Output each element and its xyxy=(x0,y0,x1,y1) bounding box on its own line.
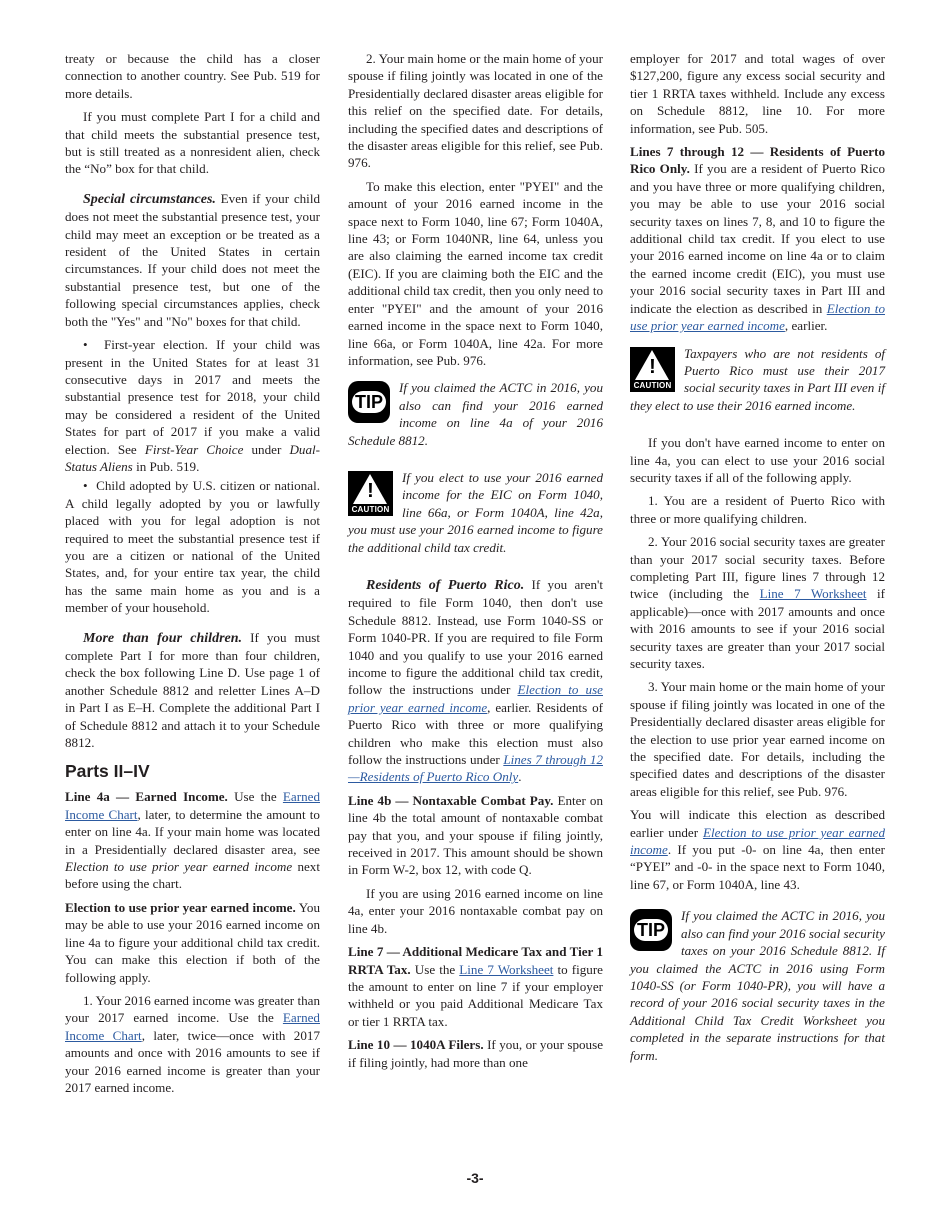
puerto-rico-paragraph: Residents of Puerto Rico. If you aren't required to file Form 1040, then don't use Schedule 8812. Instead, use Form 1040-SS or Form 1040-PR. If you are required to file Form 1040 and you qualify to use your 2016 earned income to figure the additional child tax credit, follow the instructions under Election to use prior year earned income, earlier. Residents of Puerto Rico with three or more qualifying children who make this election must also follow the instructions under Lines 7 through 12—Residents of Puerto Rico Only. xyxy=(348,576,603,785)
paragraph: You will indicate this election as described earlier under Election to use prior year earned income. If you put -0- on line 4a, then enter “PYEI” and -0- in the space next to Form 1040, line 67, or Form 1040A, line 43. xyxy=(630,807,885,892)
line-7-paragraph: Line 7 — Additional Medicare Tax and Tier 1 RRTA Tax. Use the Line 7 Worksheet to figure the amount to enter on line 7 if your employer withheld or you paid Additional Medicare Tax or tier 1 RRTA tax. xyxy=(348,944,603,1029)
bullet-child-adopted: • Child adopted by U.S. citizen or national. A child legally adopted by you or lawfully placed with you for legal adoption is not required to meet the substantial presence test if you are a citizen or national of the United States, and, for your entire tax year, the child has the same main home as you and is a member of your household. xyxy=(65,478,320,616)
tip-icon: TIP xyxy=(348,381,390,423)
more-than-four-paragraph: More than four children. If you must complete Part I for more than four children, check the box following Line D. Use page 1 of another Schedule 8812 and reletter Lines A–D in Part I as E–H. Complete the additional Part I of Schedule 8812 and attach it to your Schedule 8812. xyxy=(65,629,320,751)
special-circumstances-title: Special circumstances. xyxy=(83,191,216,207)
election-title: Election to use prior year earned income. xyxy=(65,899,296,915)
election-paragraph: Election to use prior year earned income. You may be able to use your 2016 earned income on line 4a to figure your additional child tax credit. You can make this election if both of the following apply. xyxy=(65,899,320,985)
list-item: 2. Your main home or the main home of your spouse if filing jointly was located in one of the Presidentially declared disaster areas eligible for this relief on the specified date. For details, including the specified dates and descriptions of the disaster areas eligible for this relief, see Pub. 976. xyxy=(348,51,603,171)
line-4a-paragraph: Line 4a — Earned Income. Use the Earned Income Chart, later, to determine the amount to enter on line 4a. If your main home was located in a Presidentially declared disaster area, see Election to use prior year earned income next before using the chart. xyxy=(65,789,320,892)
line-4b-paragraph: Line 4b — Nontaxable Combat Pay. Enter on line 4b the total amount of nontaxable combat pay that you, and your spouse if filing jointly, received in 2017. This amount should be shown in Form W-2, box 12, with code Q. xyxy=(348,792,603,878)
column-2 xyxy=(348,50,603,1077)
earned-income-chart-link[interactable]: Earned Income Chart xyxy=(65,789,320,822)
paragraph: If you must complete Part I for a child and that child meets the substantial presence test, but is still treated as a nonresident alien, check the “No” box for that child. xyxy=(65,109,320,177)
election-prior-year-link[interactable]: Election to use prior year earned income xyxy=(630,300,885,334)
list-item: 1. Your 2016 earned income was greater than your 2017 earned income. Use the Earned Income Chart, later, twice—once with 2017 amounts and once with 2016 amounts to see if your 2016 earned income is greater than your 2017 earned income. xyxy=(65,992,320,1095)
puerto-rico-title: Residents of Puerto Rico. xyxy=(366,577,525,593)
list-item: 3. Your main home or the main home of your spouse if filing jointly was located in one of the Presidentially declared disaster areas eligible for the election to use prior year earned income on the specified date. For details, including the specified dates and descriptions of the disaster areas eligible for this relief, see Pub. 976. xyxy=(630,679,885,799)
column-3 xyxy=(630,50,885,1084)
special-circumstances-paragraph: Special circumstances. Even if your child does not meet the substantial presence test, your child may meet an exception or be treated as a resident of the United States in certain circumstances. If your child does not meet the substantial presence test, but one of the following special circumstances applies, check both the "Yes" and "No" boxes for that child. xyxy=(65,190,321,329)
tip-note: TIP If you claimed the ACTC in 2016, you also can find your 2016 earned income on line 4a of your 2016 Schedule 8812. xyxy=(348,380,603,448)
section-heading: Parts II–IV xyxy=(65,761,150,782)
line-7-worksheet-link[interactable]: Line 7 Worksheet xyxy=(459,961,554,977)
paragraph: If you don't have earned income to enter on line 4a, you can elect to use your 2016 social security taxes if all of the following apply. xyxy=(630,435,885,485)
paragraph: treaty or because the child has a closer connection to another country. See Pub. 519 for more details. xyxy=(65,51,320,101)
line-7-title: Line 7 — Additional Medicare Tax and Tier 1 RRTA Tax. xyxy=(348,944,603,977)
more-than-four-title: More than four children. xyxy=(83,630,243,646)
paragraph: If you are using 2016 earned income on line 4a, enter your 2016 nontaxable combat pay on line 4b. xyxy=(348,885,603,936)
column-1 xyxy=(65,50,320,1102)
line-7-worksheet-link[interactable]: Line 7 Worksheet xyxy=(759,586,867,602)
lines-7-12-paragraph: Lines 7 through 12 — Residents of Puerto Rico Only. If you are a resident of Puerto Rico and you have three or more qualifying children, you may be able to use your 2016 social security taxes on lines 7, 8, and 10 to figure the additional child tax credit. If you elect to use your 2016 earned income on line 4a or to claim the earned income credit (EIC), you must use your 2016 social security taxes in Part III and indicate the election as described in Election to use prior year earned income, earlier. xyxy=(630,144,885,334)
list-item: 2. Your 2016 social security taxes are greater than your 2017 social security taxes. Before completing Part III, figure lines 7 through 12 twice (including the Line 7 Worksheet if applicable)—once with 2017 amounts and once with 2016 amounts to see if your 2016 social security taxes are greater than your 2017 social security taxes. xyxy=(630,534,886,671)
election-prior-year-link[interactable]: Election to use prior year earned income xyxy=(348,682,603,715)
paragraph: To make this election, enter "PYEI" and the amount of your 2016 earned income in the space next to Form 1040, line 67; Form 1040A, line 43; or Form 1040NR, line 64, unless you are also claiming the earned income tax credit (EIC). If you are claiming both the EIC and the additional child tax credit, then you only need to enter "PYEI" and the amount of your 2016 earned income in the space next to Form 1040, line 66a, or Form 1040A, line 42a. For more information, see Pub. 976. xyxy=(348,178,603,368)
earned-income-chart-link[interactable]: Earned Income Chart xyxy=(65,1010,320,1043)
line-4a-title: Line 4a — Earned Income. xyxy=(65,789,228,805)
lines-7-through-12-link[interactable]: Lines 7 through 12—Residents of Puerto Rico Only xyxy=(348,752,603,785)
caution-icon: ! CAUTION xyxy=(630,347,675,392)
tip-icon: TIP xyxy=(630,909,672,951)
lines-7-12-title: Lines 7 through 12 — Residents of Puerto Rico Only. xyxy=(630,144,885,177)
line-10-paragraph: Line 10 — 1040A Filers. If you, or your spouse if filing jointly, had more than one xyxy=(348,1037,604,1070)
bullet-first-year-election: • First-year election. If your child was present in the United States for at least 31 consecutive days in 2017 and meets the substantial presence test for 2018, your child may be considered a resident of the United States for part of 2017 if you make a valid election. See First-Year Choice under Dual-Status Aliens in Pub. 519. xyxy=(65,337,320,474)
line-10-title: Line 10 — 1040A Filers. xyxy=(348,1037,484,1053)
election-prior-year-link[interactable]: Election to use prior year earned income xyxy=(630,824,885,858)
tip-note: TIP If you claimed the ACTC in 2016, you also can find your 2016 social security taxes on your 2016 Schedule 8812. If you claimed the ACTC in 2016 using Form 1040-SS (or Form 1040-PR), you will have a record of your 2016 social security taxes in the Additional Child Tax Credit Worksheet you completed in the separate instructions for that form. xyxy=(630,908,885,1063)
list-item: 1. You are a resident of Puerto Rico with three or more qualifying children. xyxy=(630,493,885,526)
paragraph: employer for 2017 and total wages of over $127,200, figure any excess social security and tier 1 RRTA taxes withheld. Include any excess on Schedule 8812, line 10. For more information, see Pub. 505. xyxy=(630,51,885,136)
caution-note: ! CAUTION If you elect to use your 2016 earned income for the EIC on Form 1040, line 66a, or Form 1040A, line 42a, you must use your 2016 earned income to figure the additional child tax credit. xyxy=(348,469,603,555)
line-4b-title: Line 4b — Nontaxable Combat Pay. xyxy=(348,792,554,808)
caution-note: ! CAUTION Taxpayers who are not residents of Puerto Rico must use their 2017 social security taxes in Part III even if they elect to use their 2016 earned income. xyxy=(630,345,885,413)
caution-icon: ! CAUTION xyxy=(348,471,393,516)
page-number: -3- xyxy=(466,1170,484,1186)
